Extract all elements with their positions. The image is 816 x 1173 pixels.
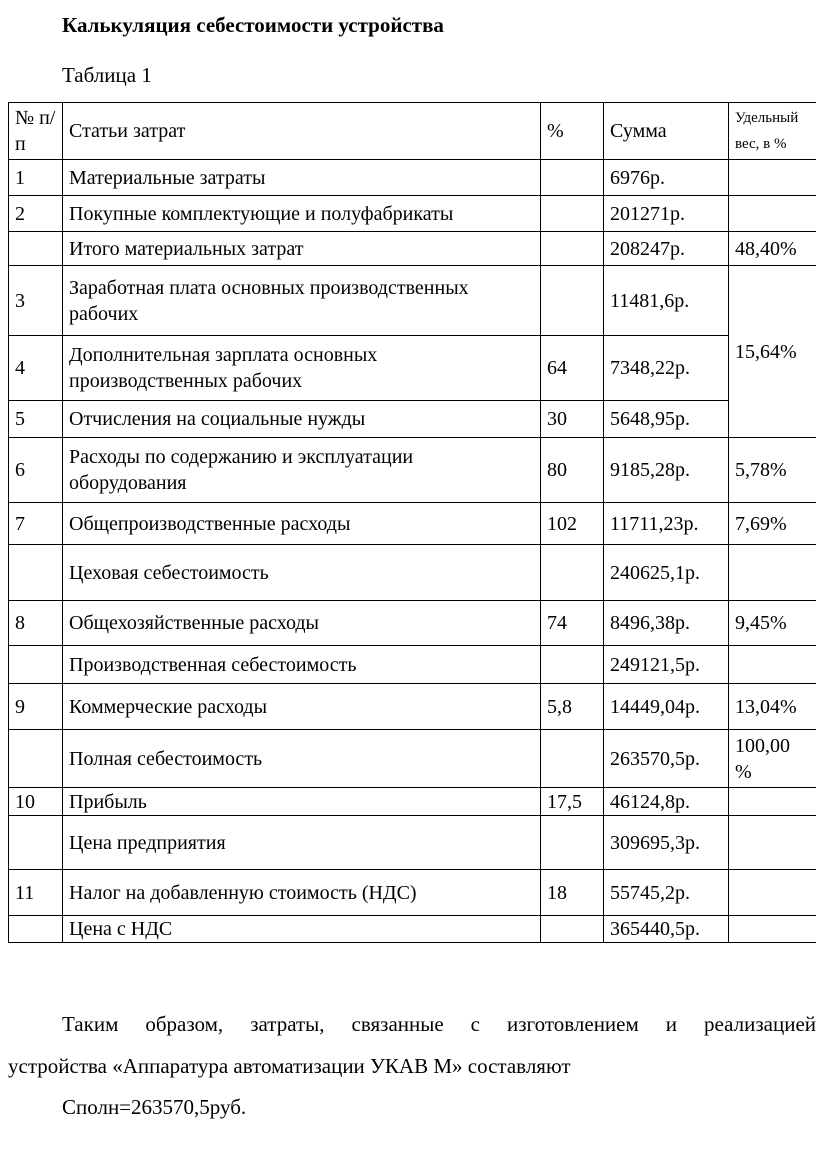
table-row	[9, 870, 816, 916]
header-pct: %	[541, 103, 604, 160]
row-num	[9, 545, 63, 601]
row-num	[9, 646, 63, 684]
row-sum: 365440,5р.	[604, 916, 729, 943]
table-row	[9, 545, 816, 601]
table-row	[9, 916, 816, 943]
table-row	[9, 684, 816, 730]
row-sum: 201271р.	[604, 196, 729, 232]
total-cost-formula: Сполн=263570,5руб.	[62, 1095, 247, 1119]
row-num: 2	[9, 196, 63, 232]
row-pct	[541, 232, 604, 266]
row-sum: 6976р.	[604, 160, 729, 196]
row-weight	[729, 196, 816, 232]
row-weight	[729, 816, 816, 870]
row-sum: 240625,1р.	[604, 545, 729, 601]
table-row	[9, 730, 816, 788]
row-weight	[729, 545, 816, 601]
row-weight	[729, 160, 816, 196]
row-pct: 80	[541, 438, 604, 503]
row-item: Налог на добавленную стоимость (НДС)	[63, 870, 541, 916]
row-weight: 7,69%	[729, 503, 816, 545]
row-pct	[541, 730, 604, 788]
row-sum: 309695,3р.	[604, 816, 729, 870]
row-sum: 263570,5р.	[604, 730, 729, 788]
row-num: 4	[9, 336, 63, 401]
row-num: 5	[9, 401, 63, 438]
conclusion-paragraph-line2: устройства «Аппаратура автоматизации УКАВ М» составляют	[8, 1054, 571, 1078]
row-num: 8	[9, 601, 63, 646]
row-pct: 30	[541, 401, 604, 438]
row-pct	[541, 196, 604, 232]
row-item: Производственная себестоимость	[63, 646, 541, 684]
row-pct: 74	[541, 601, 604, 646]
row-pct	[541, 266, 604, 336]
row-weight: 100,00 %	[729, 730, 816, 788]
row-item: Прибыль	[63, 788, 541, 816]
row-weight: 5,78%	[729, 438, 816, 503]
row-pct: 64	[541, 336, 604, 401]
row-item: Общепроизводственные расходы	[63, 503, 541, 545]
table-row	[9, 266, 816, 336]
header-num: № п/п	[9, 103, 63, 160]
row-num	[9, 816, 63, 870]
row-pct: 102	[541, 503, 604, 545]
table-row	[9, 232, 816, 266]
row-weight	[729, 916, 816, 943]
row-sum: 249121,5р.	[604, 646, 729, 684]
cost-table	[8, 102, 816, 943]
row-pct	[541, 646, 604, 684]
row-weight	[729, 788, 816, 816]
table-row	[9, 438, 816, 503]
row-weight: 13,04%	[729, 684, 816, 730]
document-title: Калькуляция себестоимости устройства	[62, 13, 444, 37]
header-sum: Сумма	[604, 103, 729, 160]
row-item: Покупные комплектующие и полуфабрикаты	[63, 196, 541, 232]
row-num	[9, 232, 63, 266]
row-weight: 15,64%	[729, 266, 816, 438]
table-row	[9, 646, 816, 684]
conclusion-text-1: Таким образом, затраты, связанные с изготовлением и реализацией	[62, 1012, 816, 1036]
row-pct: 5,8	[541, 684, 604, 730]
table-row	[9, 816, 816, 870]
row-sum: 11481,6р.	[604, 266, 729, 336]
table-row	[9, 503, 816, 545]
row-pct	[541, 916, 604, 943]
row-weight	[729, 646, 816, 684]
conclusion-paragraph-line1	[8, 1010, 816, 1038]
row-sum: 46124,8р.	[604, 788, 729, 816]
table-row	[9, 160, 816, 196]
row-item: Итого материальных затрат	[63, 232, 541, 266]
table-row	[9, 401, 816, 438]
row-weight	[729, 870, 816, 916]
row-item: Цена предприятия	[63, 816, 541, 870]
row-num: 6	[9, 438, 63, 503]
header-weight: Удельный вес, в %	[729, 103, 816, 160]
row-sum: 55745,2р.	[604, 870, 729, 916]
row-pct	[541, 545, 604, 601]
row-sum: 11711,23р.	[604, 503, 729, 545]
row-item: Отчисления на социальные нужды	[63, 401, 541, 438]
row-item: Дополнительная зарплата основных производственных рабочих	[63, 336, 541, 401]
row-num: 7	[9, 503, 63, 545]
row-item: Цеховая себестоимость	[63, 545, 541, 601]
header-item: Статьи затрат	[63, 103, 541, 160]
row-item: Коммерческие расходы	[63, 684, 541, 730]
row-sum: 7348,22р.	[604, 336, 729, 401]
row-num: 10	[9, 788, 63, 816]
row-sum: 5648,95р.	[604, 401, 729, 438]
row-sum: 14449,04р.	[604, 684, 729, 730]
row-item: Материальные затраты	[63, 160, 541, 196]
row-pct	[541, 816, 604, 870]
row-pct	[541, 160, 604, 196]
row-sum: 208247р.	[604, 232, 729, 266]
row-item: Общехозяйственные расходы	[63, 601, 541, 646]
table-row	[9, 336, 816, 401]
row-item: Полная себестоимость	[63, 730, 541, 788]
table-row	[9, 788, 816, 816]
row-sum: 9185,28р.	[604, 438, 729, 503]
row-num	[9, 916, 63, 943]
row-num	[9, 730, 63, 788]
row-pct: 17,5	[541, 788, 604, 816]
table-row	[9, 601, 816, 646]
table-caption: Таблица 1	[62, 63, 152, 87]
row-num: 11	[9, 870, 63, 916]
row-num: 1	[9, 160, 63, 196]
row-item: Цена с НДС	[63, 916, 541, 943]
row-pct: 18	[541, 870, 604, 916]
row-item: Заработная плата основных производственных рабочих	[63, 266, 541, 336]
table-row	[9, 196, 816, 232]
row-weight: 9,45%	[729, 601, 816, 646]
row-num: 3	[9, 266, 63, 336]
row-num: 9	[9, 684, 63, 730]
row-weight: 48,40%	[729, 232, 816, 266]
row-sum: 8496,38р.	[604, 601, 729, 646]
row-item: Расходы по содержанию и эксплуатации оборудования	[63, 438, 541, 503]
table-header-row	[9, 103, 816, 160]
